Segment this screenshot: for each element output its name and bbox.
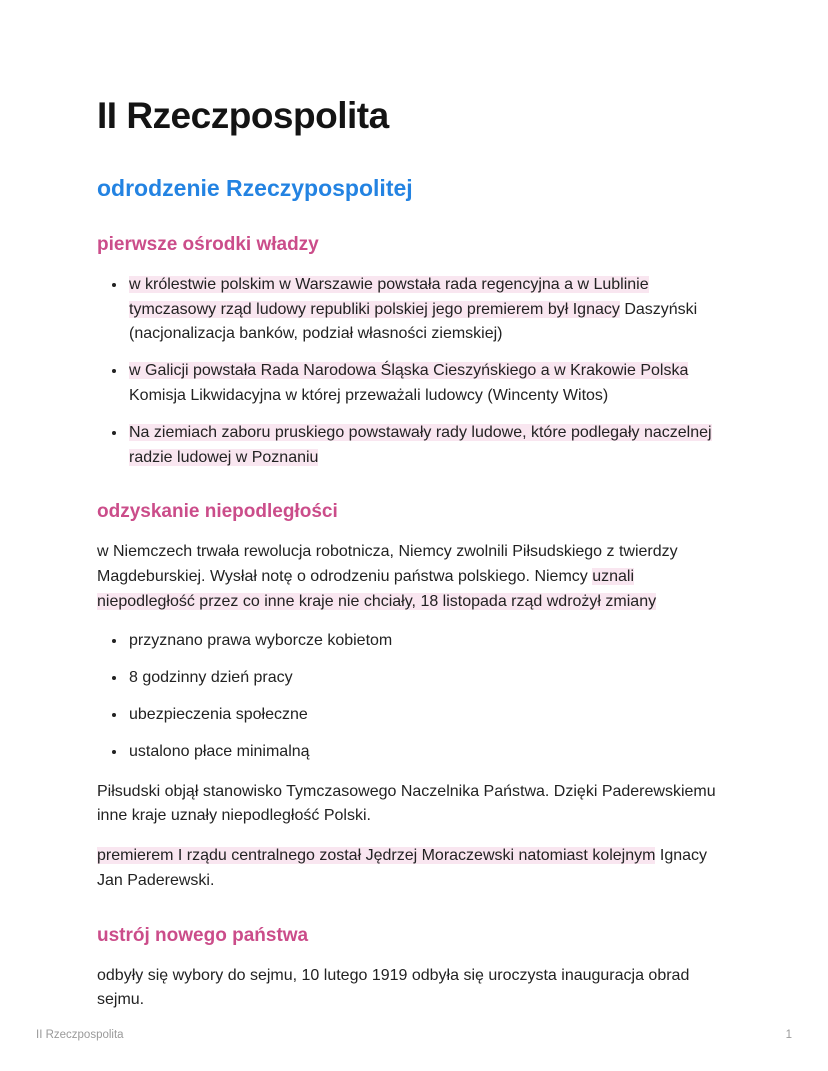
text-segment: przyznano prawa wyborcze kobietom [129, 632, 393, 650]
list-item [127, 629, 731, 654]
highlighted-text: w Galicji powstała Rada Narodowa Śląska Cieszyńskiego a w Krakowie Polska [129, 362, 689, 380]
footer-document-title: II Rzeczpospolita [36, 1029, 124, 1041]
highlighted-text: premierem I rządu centralnego został Jędrzej Moraczewski natomiast kolejnym [97, 847, 656, 865]
text-segment: Piłsudski objął stanowisko Tymczasowego Naczelnika Państwa. Dzięki Paderewskiemu inne kraje uznały niepodległość Polski. [97, 782, 716, 825]
list-item [127, 703, 731, 728]
list-item [127, 421, 731, 471]
text-segment: Daszyński (nacjonalizacja banków, podział własności ziemskiej) [129, 300, 698, 343]
list-item [127, 666, 731, 691]
highlighted-text: w królestwie polskim w Warszawie powstała rada regencyjna a w Lublinie tymczasowy rząd ludowy republiki polskiej jego premierem był Ignacy [129, 275, 649, 318]
text-segment: ubezpieczenia społeczne [129, 706, 308, 724]
heading-pierwsze-osrodki-wladzy: pierwsze ośrodki władzy [97, 234, 319, 256]
heading-odrodzenie-rzeczypospolitej: odrodzenie Rzeczypospolitej [97, 175, 413, 202]
heading-ustroj-nowego-panstwa: ustrój nowego państwa [97, 924, 309, 946]
bullet-list-osrodki-wladzy [97, 273, 731, 471]
page-footer [36, 1029, 792, 1041]
paragraph-pilsudski-naczelnik [97, 780, 731, 830]
list-item [127, 359, 731, 409]
page-title: II Rzeczpospolita [97, 95, 389, 136]
text-segment: ustalono płace minimalną [129, 742, 310, 760]
list-item [127, 273, 731, 347]
text-segment: 8 godzinny dzień pracy [129, 669, 293, 687]
highlighted-text: uznali niepodległość przez co inne kraje nie chciały, 18 listopada rząd wdrożył zmiany [97, 567, 657, 610]
text-segment: Ignacy Jan Paderewski. [97, 847, 708, 890]
heading-odzyskanie-niepodleglosci: odzyskanie niepodległości [97, 501, 338, 523]
text-segment: w Niemczech trwała rewolucja robotnicza, Niemcy zwolnili Piłsudskiego z twierdzy Magdeburskiej. Wysłał notę o odrodzeniu państwa polskiego. Niemcy [97, 543, 678, 585]
paragraph-premierzy [97, 844, 731, 894]
bullet-list-zmiany-rzadu [97, 629, 731, 764]
footer-page-number: 1 [785, 1029, 792, 1041]
paragraph-rewolucja [97, 540, 731, 614]
text-segment: odbyły się wybory do sejmu, 10 lutego 1919 odbyła się uroczysta inauguracja obrad sejmu. [97, 966, 690, 1009]
text-segment: Komisja Likwidacyjna w której przeważali ludowcy (Wincenty Witos) [129, 387, 609, 405]
list-item [127, 740, 731, 765]
highlighted-text: Na ziemiach zaboru pruskiego powstawały rady ludowe, które podlegały naczelnej radzie ludowej w Poznaniu [129, 423, 712, 466]
paragraph-wybory-sejm [97, 964, 731, 1014]
